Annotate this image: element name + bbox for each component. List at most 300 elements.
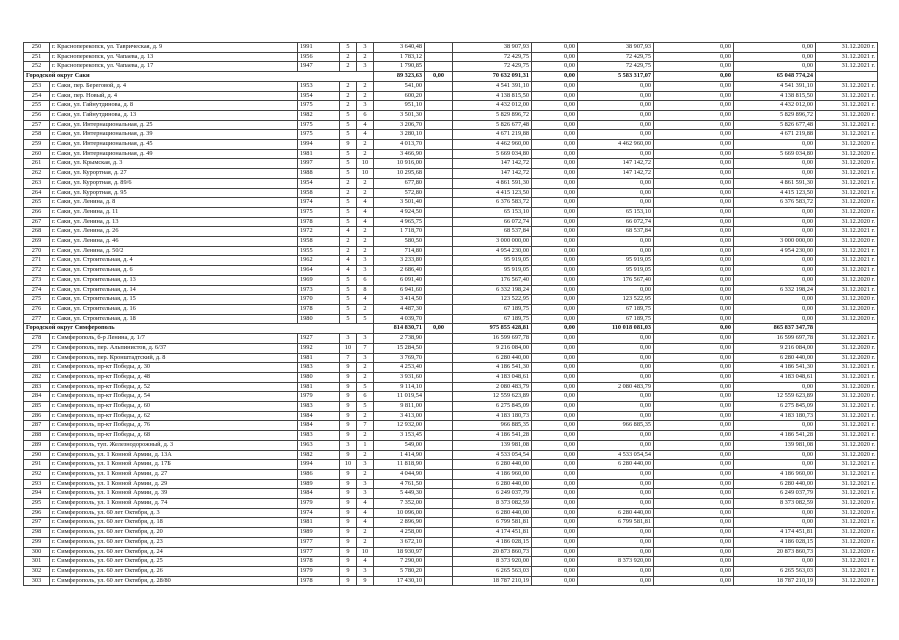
row-date: 31.12.2020 г. <box>816 237 878 247</box>
table-row <box>24 81 878 91</box>
table-row <box>24 246 878 256</box>
row-cost-2: 6 280 440,00 <box>578 460 654 470</box>
row-empty <box>425 198 453 208</box>
row-area: 17 430,10 <box>374 576 425 586</box>
row-cost-4: 4 186 541,30 <box>734 363 816 373</box>
row-entrances: 5 <box>357 314 374 324</box>
row-year: 1955 <box>298 246 340 256</box>
row-cost-4: 0,00 <box>734 227 816 237</box>
row-cost-3: 0,00 <box>654 353 734 363</box>
row-empty <box>425 363 453 373</box>
row-area: 12 932,00 <box>374 421 425 431</box>
row-cost-2: 0,00 <box>578 402 654 412</box>
row-area: 4 924,50 <box>374 207 425 217</box>
row-entrances: 2 <box>357 246 374 256</box>
row-floors: 9 <box>340 421 357 431</box>
row-entrances: 9 <box>357 576 374 586</box>
group-area: 89 323,63 <box>374 72 425 82</box>
row-cost-3: 0,00 <box>654 576 734 586</box>
row-floors: 9 <box>340 479 357 489</box>
row-floors: 5 <box>340 159 357 169</box>
row-area: 1 414,90 <box>374 450 425 460</box>
row-floors: 9 <box>340 489 357 499</box>
row-address: г. Симферополь, ул. 1 Конной Армии, д. 17Б <box>50 460 298 470</box>
row-area: 3 413,00 <box>374 411 425 421</box>
row-cost-3: 0,00 <box>654 256 734 266</box>
row-address: г. Симферополь, туп. Железнодорожный, д. 3 <box>50 440 298 450</box>
row-cost-2: 72 429,75 <box>578 62 654 72</box>
row-cost-1: 0,00 <box>532 227 578 237</box>
group-row <box>24 72 878 82</box>
row-cost-4: 0,00 <box>734 508 816 518</box>
row-cost-1: 0,00 <box>532 52 578 62</box>
row-area: 2 738,90 <box>374 334 425 344</box>
row-date: 31.12.2021 г. <box>816 227 878 237</box>
row-number: 281 <box>24 363 50 373</box>
row-cost-4: 20 873 860,73 <box>734 547 816 557</box>
row-cost-3: 0,00 <box>654 392 734 402</box>
row-number: 297 <box>24 518 50 528</box>
row-cost-2: 0,00 <box>578 198 654 208</box>
row-date: 31.12.2021 г. <box>816 518 878 528</box>
row-address: г. Саки, ул. Ленина, д. 26 <box>50 227 298 237</box>
row-empty <box>425 411 453 421</box>
row-floors: 7 <box>340 353 357 363</box>
row-year: 1969 <box>298 275 340 285</box>
row-number: 257 <box>24 120 50 130</box>
row-date: 31.12.2020 г. <box>816 149 878 159</box>
row-year: 1983 <box>298 431 340 441</box>
row-date: 31.12.2020 г. <box>816 207 878 217</box>
row-cost-1: 0,00 <box>532 411 578 421</box>
row-cost-2: 0,00 <box>578 120 654 130</box>
row-address: г. Саки, пер. Новый, д. 4 <box>50 91 298 101</box>
row-floors: 5 <box>340 169 357 179</box>
row-area: 549,00 <box>374 440 425 450</box>
row-entrances: 3 <box>357 62 374 72</box>
row-total: 5 826 677,48 <box>453 120 532 130</box>
row-address: г. Красноперекопск, ул. Чапаева, д. 13 <box>50 52 298 62</box>
row-number: 263 <box>24 178 50 188</box>
group-date <box>816 324 878 334</box>
row-empty <box>425 460 453 470</box>
row-total: 6 376 583,72 <box>453 198 532 208</box>
row-empty <box>425 120 453 130</box>
row-floors: 9 <box>340 557 357 567</box>
row-number: 286 <box>24 411 50 421</box>
row-year: 1997 <box>298 159 340 169</box>
row-total: 8 373 920,00 <box>453 557 532 567</box>
table-row <box>24 169 878 179</box>
row-empty <box>425 440 453 450</box>
row-cost-2: 6 799 581,81 <box>578 518 654 528</box>
row-total: 6 799 581,81 <box>453 518 532 528</box>
row-total: 66 072,74 <box>453 217 532 227</box>
row-area: 714,80 <box>374 246 425 256</box>
row-cost-1: 0,00 <box>532 576 578 586</box>
row-total: 4 186 028,15 <box>453 537 532 547</box>
row-entrances: 2 <box>357 450 374 460</box>
row-total: 4 138 815,50 <box>453 91 532 101</box>
table-row <box>24 188 878 198</box>
row-floors: 5 <box>340 110 357 120</box>
row-date: 31.12.2020 г. <box>816 537 878 547</box>
row-cost-4: 6 376 583,72 <box>734 198 816 208</box>
row-area: 3 153,45 <box>374 431 425 441</box>
row-address: г. Симферополь, пр-кт Победы, д. 30 <box>50 363 298 373</box>
row-floors: 9 <box>340 518 357 528</box>
row-empty <box>425 469 453 479</box>
row-cost-1: 0,00 <box>532 188 578 198</box>
row-area: 15 284,50 <box>374 343 425 353</box>
row-year: 1962 <box>298 256 340 266</box>
row-cost-1: 0,00 <box>532 392 578 402</box>
table-row <box>24 528 878 538</box>
row-year: 1983 <box>298 402 340 412</box>
row-year: 1991 <box>298 43 340 53</box>
row-cost-3: 0,00 <box>654 295 734 305</box>
row-cost-1: 0,00 <box>532 314 578 324</box>
row-floors: 9 <box>340 450 357 460</box>
row-year: 1972 <box>298 227 340 237</box>
row-empty <box>425 91 453 101</box>
row-date: 31.12.2020 г. <box>816 43 878 53</box>
row-cost-4: 0,00 <box>734 450 816 460</box>
row-address: г. Симферополь, ул. 60 лет Октября, д. 23 <box>50 537 298 547</box>
row-year: 1978 <box>298 557 340 567</box>
row-cost-4: 6 332 198,24 <box>734 285 816 295</box>
row-floors: 2 <box>340 91 357 101</box>
row-date: 31.12.2020 г. <box>816 275 878 285</box>
row-year: 1954 <box>298 91 340 101</box>
row-entrances: 3 <box>357 256 374 266</box>
row-address: г. Симферополь, пер. Альпинистов, д. 6/37 <box>50 343 298 353</box>
row-cost-1: 0,00 <box>532 479 578 489</box>
row-empty <box>425 499 453 509</box>
row-entrances: 6 <box>357 110 374 120</box>
table-row <box>24 275 878 285</box>
row-cost-4: 4 671 219,88 <box>734 130 816 140</box>
row-cost-3: 0,00 <box>654 421 734 431</box>
row-number: 303 <box>24 576 50 586</box>
table-row <box>24 120 878 130</box>
row-area: 4 965,75 <box>374 217 425 227</box>
row-cost-4: 0,00 <box>734 295 816 305</box>
row-area: 11 818,90 <box>374 460 425 470</box>
table-row <box>24 227 878 237</box>
row-cost-4: 0,00 <box>734 207 816 217</box>
row-empty <box>425 508 453 518</box>
row-floors: 5 <box>340 295 357 305</box>
group-cost-2: 110 018 081,03 <box>578 324 654 334</box>
row-entrances: 2 <box>357 372 374 382</box>
row-floors: 9 <box>340 508 357 518</box>
row-cost-2: 0,00 <box>578 334 654 344</box>
row-cost-2: 0,00 <box>578 91 654 101</box>
row-cost-2: 0,00 <box>578 528 654 538</box>
row-cost-3: 0,00 <box>654 537 734 547</box>
table-row <box>24 392 878 402</box>
row-cost-3: 0,00 <box>654 91 734 101</box>
row-cost-3: 0,00 <box>654 363 734 373</box>
row-cost-4: 0,00 <box>734 52 816 62</box>
row-year: 1977 <box>298 537 340 547</box>
row-floors: 2 <box>340 246 357 256</box>
row-cost-2: 0,00 <box>578 363 654 373</box>
row-date: 31.12.2021 г. <box>816 52 878 62</box>
row-number: 274 <box>24 285 50 295</box>
row-total: 4 415 123,50 <box>453 188 532 198</box>
row-cost-3: 0,00 <box>654 557 734 567</box>
row-area: 7 290,00 <box>374 557 425 567</box>
table-row <box>24 557 878 567</box>
row-cost-3: 0,00 <box>654 159 734 169</box>
group-date <box>816 72 878 82</box>
row-cost-1: 0,00 <box>532 518 578 528</box>
row-entrances: 2 <box>357 363 374 373</box>
row-total: 3 000 000,00 <box>453 237 532 247</box>
row-date: 31.12.2021 г. <box>816 469 878 479</box>
row-address: г. Саки, ул. Строительная, д. 6 <box>50 266 298 276</box>
row-cost-1: 0,00 <box>532 256 578 266</box>
row-area: 541,00 <box>374 81 425 91</box>
group-cost-3: 0,00 <box>654 72 734 82</box>
row-year: 1984 <box>298 411 340 421</box>
row-entrances: 2 <box>357 528 374 538</box>
row-floors: 10 <box>340 343 357 353</box>
row-number: 300 <box>24 547 50 557</box>
row-area: 7 352,00 <box>374 499 425 509</box>
row-cost-4: 6 280 440,00 <box>734 353 816 363</box>
row-cost-4: 6 265 563,03 <box>734 566 816 576</box>
row-date: 31.12.2021 г. <box>816 256 878 266</box>
row-cost-3: 0,00 <box>654 372 734 382</box>
row-number: 301 <box>24 557 50 567</box>
row-empty <box>425 334 453 344</box>
row-date: 31.12.2020 г. <box>816 198 878 208</box>
group-row <box>24 324 878 334</box>
row-cost-1: 0,00 <box>532 120 578 130</box>
row-date: 31.12.2020 г. <box>816 440 878 450</box>
row-cost-3: 0,00 <box>654 547 734 557</box>
row-empty <box>425 547 453 557</box>
row-address: г. Симферополь, ул. 60 лет Октября, д. 24 <box>50 547 298 557</box>
row-empty <box>425 431 453 441</box>
row-empty <box>425 382 453 392</box>
row-empty <box>425 528 453 538</box>
row-cost-4: 4 954 230,00 <box>734 246 816 256</box>
row-year: 1981 <box>298 518 340 528</box>
row-cost-4: 4 174 451,81 <box>734 528 816 538</box>
row-total: 68 537,84 <box>453 227 532 237</box>
table-body <box>24 43 878 586</box>
row-number: 250 <box>24 43 50 53</box>
row-floors: 9 <box>340 363 357 373</box>
row-cost-2: 6 280 440,00 <box>578 508 654 518</box>
group-name: Городской округ Симферополь <box>24 324 374 334</box>
row-number: 255 <box>24 101 50 111</box>
row-cost-1: 0,00 <box>532 353 578 363</box>
row-area: 10 916,00 <box>374 159 425 169</box>
row-cost-3: 0,00 <box>654 431 734 441</box>
row-floors: 9 <box>340 547 357 557</box>
row-cost-4: 0,00 <box>734 217 816 227</box>
row-address: г. Саки, ул. Интернациональная, д. 45 <box>50 140 298 150</box>
row-cost-2: 95 919,05 <box>578 266 654 276</box>
row-year: 1994 <box>298 140 340 150</box>
row-floors: 3 <box>340 440 357 450</box>
row-number: 299 <box>24 537 50 547</box>
row-total: 72 429,75 <box>453 62 532 72</box>
row-cost-3: 0,00 <box>654 81 734 91</box>
row-entrances: 2 <box>357 140 374 150</box>
row-date: 31.12.2021 г. <box>816 566 878 576</box>
group-cost-4: 65 048 774,24 <box>734 72 816 82</box>
row-empty <box>425 169 453 179</box>
row-entrances: 4 <box>357 295 374 305</box>
row-address: г. Саки, пер. Береговой, д. 4 <box>50 81 298 91</box>
row-date: 31.12.2021 г. <box>816 169 878 179</box>
row-address: г. Симферополь, пр-кт Победы, д. 52 <box>50 382 298 392</box>
row-year: 1975 <box>298 207 340 217</box>
table-row <box>24 207 878 217</box>
row-area: 10 295,68 <box>374 169 425 179</box>
row-date: 31.12.2020 г. <box>816 450 878 460</box>
row-address: г. Симферополь, ул. 60 лет Октября, д. 3 <box>50 508 298 518</box>
row-year: 1978 <box>298 304 340 314</box>
table-row <box>24 508 878 518</box>
row-cost-3: 0,00 <box>654 275 734 285</box>
row-address: г. Саки, ул. Курортная, д. 89/6 <box>50 178 298 188</box>
row-address: г. Саки, ул. Крымская, д. 3 <box>50 159 298 169</box>
row-date: 31.12.2020 г. <box>816 547 878 557</box>
row-cost-3: 0,00 <box>654 169 734 179</box>
row-cost-4: 4 183 180,73 <box>734 411 816 421</box>
row-cost-2: 0,00 <box>578 469 654 479</box>
row-address: г. Красноперекопск, ул. Таврическая, д. 9 <box>50 43 298 53</box>
row-year: 1984 <box>298 489 340 499</box>
row-cost-1: 0,00 <box>532 304 578 314</box>
row-number: 289 <box>24 440 50 450</box>
row-number: 287 <box>24 421 50 431</box>
row-year: 1975 <box>298 120 340 130</box>
row-cost-4: 4 186 541,28 <box>734 431 816 441</box>
row-total: 4 671 219,88 <box>453 130 532 140</box>
row-cost-3: 0,00 <box>654 149 734 159</box>
row-area: 580,50 <box>374 237 425 247</box>
row-year: 1975 <box>298 101 340 111</box>
row-number: 298 <box>24 528 50 538</box>
table-row <box>24 43 878 53</box>
row-cost-3: 0,00 <box>654 43 734 53</box>
row-total: 6 280 440,00 <box>453 353 532 363</box>
row-cost-4: 0,00 <box>734 266 816 276</box>
row-cost-2: 67 189,75 <box>578 314 654 324</box>
row-cost-2: 8 373 920,00 <box>578 557 654 567</box>
row-floors: 3 <box>340 334 357 344</box>
row-cost-2: 67 189,75 <box>578 304 654 314</box>
row-cost-2: 0,00 <box>578 178 654 188</box>
row-floors: 9 <box>340 411 357 421</box>
row-number: 264 <box>24 188 50 198</box>
row-cost-3: 0,00 <box>654 508 734 518</box>
row-address: г. Саки, ул. Ленина, д. 11 <box>50 207 298 217</box>
row-address: г. Саки, ул. Строительная, д. 14 <box>50 285 298 295</box>
row-number: 258 <box>24 130 50 140</box>
row-year: 1954 <box>298 178 340 188</box>
row-total: 966 885,35 <box>453 421 532 431</box>
row-number: 260 <box>24 149 50 159</box>
row-cost-2: 147 142,72 <box>578 159 654 169</box>
row-floors: 5 <box>340 275 357 285</box>
row-area: 3 466,90 <box>374 149 425 159</box>
table-row <box>24 372 878 382</box>
row-entrances: 2 <box>357 227 374 237</box>
row-date: 31.12.2021 г. <box>816 557 878 567</box>
row-empty <box>425 256 453 266</box>
row-cost-2: 95 919,05 <box>578 256 654 266</box>
row-empty <box>425 343 453 353</box>
table-row <box>24 421 878 431</box>
row-empty <box>425 285 453 295</box>
row-area: 4 044,90 <box>374 469 425 479</box>
row-entrances: 2 <box>357 237 374 247</box>
row-cost-3: 0,00 <box>654 237 734 247</box>
row-year: 1977 <box>298 547 340 557</box>
row-cost-4: 4 186 960,00 <box>734 469 816 479</box>
row-cost-1: 0,00 <box>532 140 578 150</box>
row-number: 283 <box>24 382 50 392</box>
row-entrances: 7 <box>357 343 374 353</box>
row-cost-3: 0,00 <box>654 411 734 421</box>
row-cost-4: 0,00 <box>734 43 816 53</box>
row-entrances: 4 <box>357 518 374 528</box>
row-area: 5 449,30 <box>374 489 425 499</box>
row-cost-2: 0,00 <box>578 343 654 353</box>
row-number: 273 <box>24 275 50 285</box>
row-total: 4 186 541,30 <box>453 363 532 373</box>
row-area: 4 039,70 <box>374 314 425 324</box>
row-date: 31.12.2021 г. <box>816 285 878 295</box>
row-area: 3 640,48 <box>374 43 425 53</box>
row-area: 3 280,10 <box>374 130 425 140</box>
row-cost-4: 4 415 123,50 <box>734 188 816 198</box>
table-row <box>24 479 878 489</box>
table-row <box>24 353 878 363</box>
row-floors: 2 <box>340 62 357 72</box>
row-floors: 9 <box>340 528 357 538</box>
row-floors: 5 <box>340 217 357 227</box>
row-address: г. Симферополь, пр-кт Победы, д. 60 <box>50 402 298 412</box>
row-cost-2: 147 142,72 <box>578 169 654 179</box>
row-floors: 5 <box>340 285 357 295</box>
row-cost-2: 966 885,35 <box>578 421 654 431</box>
row-cost-1: 0,00 <box>532 566 578 576</box>
row-address: г. Симферополь, б-р Ленина, д. 1/7 <box>50 334 298 344</box>
row-address: г. Симферополь, ул. 60 лет Октября, д. 25 <box>50 557 298 567</box>
row-area: 5 780,20 <box>374 566 425 576</box>
row-year: 1973 <box>298 285 340 295</box>
row-empty <box>425 188 453 198</box>
row-year: 1979 <box>298 566 340 576</box>
row-cost-2: 0,00 <box>578 576 654 586</box>
row-number: 295 <box>24 499 50 509</box>
row-cost-3: 0,00 <box>654 450 734 460</box>
row-year: 1992 <box>298 343 340 353</box>
row-total: 5 829 896,72 <box>453 110 532 120</box>
row-date: 31.12.2021 г. <box>816 101 878 111</box>
row-year: 1981 <box>298 149 340 159</box>
